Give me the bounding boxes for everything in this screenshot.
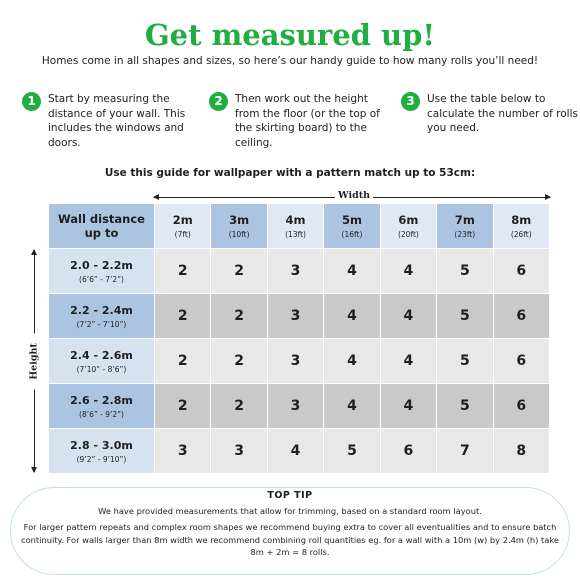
row-header bbox=[49, 384, 155, 429]
rolls-cell: 6 bbox=[493, 294, 549, 339]
row-imperial: (7’10” - 8’6”) bbox=[76, 364, 127, 374]
step-text: Start by measuring the distance of your wall. This includes the windows and doors. bbox=[48, 93, 186, 149]
column-header bbox=[155, 204, 211, 249]
column-header bbox=[493, 204, 549, 249]
step-number-badge: 1 bbox=[22, 92, 41, 111]
rolls-cell: 4 bbox=[380, 339, 436, 384]
rolls-cell: 3 bbox=[267, 339, 323, 384]
column-header bbox=[380, 204, 436, 249]
rolls-cell: 5 bbox=[437, 339, 493, 384]
rolls-cell: 4 bbox=[324, 384, 380, 429]
column-metric: 3m bbox=[229, 213, 250, 227]
table-row bbox=[49, 339, 550, 384]
column-header bbox=[267, 204, 323, 249]
table-header-row bbox=[49, 204, 550, 249]
rolls-cell: 2 bbox=[155, 249, 211, 294]
rolls-cell: 6 bbox=[493, 384, 549, 429]
column-header bbox=[437, 204, 493, 249]
column-metric: 7m bbox=[454, 213, 475, 227]
rolls-cell: 8 bbox=[493, 429, 549, 474]
column-imperial: (7ft) bbox=[174, 230, 191, 239]
rolls-cell: 3 bbox=[155, 429, 211, 474]
step-number-badge: 2 bbox=[209, 92, 228, 111]
rolls-cell: 5 bbox=[437, 384, 493, 429]
row-metric: 2.6 - 2.8m bbox=[70, 393, 133, 407]
rolls-cell: 7 bbox=[437, 429, 493, 474]
rolls-cell: 6 bbox=[493, 339, 549, 384]
table-row bbox=[49, 384, 550, 429]
column-imperial: (10ft) bbox=[228, 230, 250, 239]
rolls-cell: 4 bbox=[324, 249, 380, 294]
width-label: Width bbox=[335, 190, 373, 201]
row-header bbox=[49, 339, 155, 384]
rolls-cell: 2 bbox=[211, 294, 267, 339]
row-header bbox=[49, 249, 155, 294]
row-metric: 2.8 - 3.0m bbox=[70, 438, 133, 452]
page-title: Get measured up! bbox=[144, 18, 436, 52]
row-imperial: (6’6” - 7’2”) bbox=[79, 274, 124, 284]
row-imperial: (7’2” - 7’10”) bbox=[76, 319, 127, 329]
column-imperial: (16ft) bbox=[341, 230, 363, 239]
column-metric: 6m bbox=[398, 213, 419, 227]
rolls-cell: 6 bbox=[493, 249, 549, 294]
column-imperial: (23ft) bbox=[454, 230, 476, 239]
step-text: Then work out the height from the floor (or the top of the skirting board) to the ceiling. bbox=[235, 93, 380, 149]
column-header bbox=[324, 204, 380, 249]
row-header bbox=[49, 294, 155, 339]
row-imperial: (8’6” - 9’2”) bbox=[79, 409, 124, 419]
height-label: Height bbox=[29, 334, 40, 390]
rolls-cell: 3 bbox=[267, 294, 323, 339]
rolls-cell: 5 bbox=[437, 249, 493, 294]
rolls-cell: 4 bbox=[324, 294, 380, 339]
column-imperial: (13ft) bbox=[285, 230, 306, 239]
rolls-cell: 4 bbox=[380, 294, 436, 339]
step-number-badge: 3 bbox=[401, 92, 420, 111]
table-row bbox=[49, 294, 550, 339]
rolls-cell: 5 bbox=[437, 294, 493, 339]
rolls-cell: 2 bbox=[155, 339, 211, 384]
rolls-cell: 2 bbox=[155, 294, 211, 339]
tip-text-2: For larger pattern repeats and complex room shapes we recommend buying extra to cover all eventualities and to ensure batch continuity. For walls larger than 8m width we recommend combining roll quantities eg. for a wall with a 10m (w) by 2.4m (h) take 8m + 2m = 8 rolls. bbox=[21, 522, 559, 557]
rolls-cell: 4 bbox=[380, 384, 436, 429]
page-subtitle: Homes come in all shapes and sizes, so here’s our handy guide to how many rolls you’ll need! bbox=[41, 55, 539, 67]
row-metric: 2.4 - 2.6m bbox=[70, 348, 133, 362]
step-text: Use the table below to calculate the number of rolls you need. bbox=[427, 93, 578, 134]
column-metric: 4m bbox=[285, 213, 306, 227]
rolls-cell: 5 bbox=[324, 429, 380, 474]
rolls-cell: 2 bbox=[211, 339, 267, 384]
rolls-cell: 4 bbox=[267, 429, 323, 474]
table-corner-header: Wall distance up to bbox=[49, 204, 155, 249]
rolls-cell: 3 bbox=[211, 429, 267, 474]
table-row bbox=[49, 429, 550, 474]
rolls-cell: 2 bbox=[211, 249, 267, 294]
tip-title: TOP TIP bbox=[267, 490, 313, 501]
rolls-cell: 2 bbox=[155, 384, 211, 429]
guide-heading: Use this guide for wallpaper with a pattern match up to 53cm: bbox=[104, 167, 476, 179]
column-metric: 2m bbox=[172, 213, 193, 227]
rolls-cell: 6 bbox=[380, 429, 436, 474]
rolls-cell: 3 bbox=[267, 384, 323, 429]
rolls-cell: 2 bbox=[211, 384, 267, 429]
rolls-cell: 4 bbox=[380, 249, 436, 294]
row-metric: 2.2 - 2.4m bbox=[70, 303, 133, 317]
column-imperial: (20ft) bbox=[397, 230, 419, 239]
tip-text-1: We have provided measurements that allow for trimming, based on a standard room layout. bbox=[98, 506, 482, 516]
table-row bbox=[49, 249, 550, 294]
column-metric: 8m bbox=[511, 213, 532, 227]
column-metric: 5m bbox=[341, 213, 362, 227]
row-imperial: (9’2” - 9’10”) bbox=[76, 454, 127, 464]
column-imperial: (26ft) bbox=[510, 230, 532, 239]
row-header bbox=[49, 429, 155, 474]
rolls-cell: 4 bbox=[324, 339, 380, 384]
rolls-table bbox=[48, 203, 550, 474]
rolls-cell: 3 bbox=[267, 249, 323, 294]
row-metric: 2.0 - 2.2m bbox=[70, 258, 133, 272]
column-header bbox=[211, 204, 267, 249]
